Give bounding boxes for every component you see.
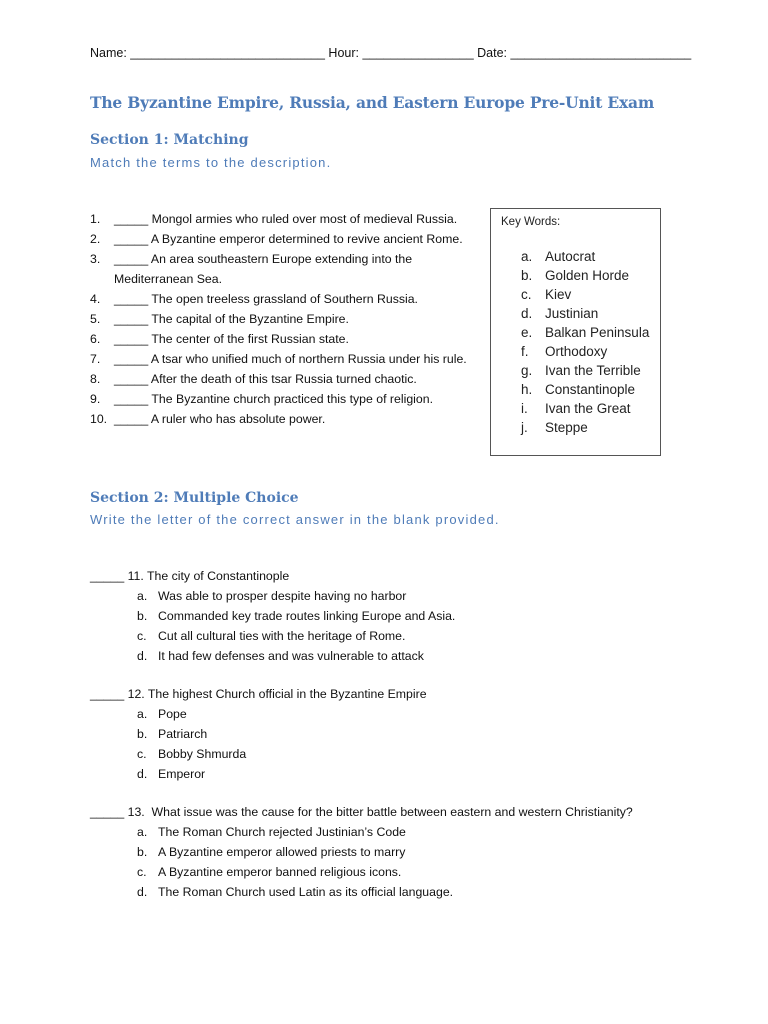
choice-text: Pope [158,707,187,721]
item-text: _____ An area southeastern Europe extending into the Mediterranean Sea. [114,252,413,286]
choice-letter: c. [137,865,147,879]
item-text: _____ Mongol armies who ruled over most of medieval Russia. [114,212,458,226]
item-number: 8. [90,372,101,386]
choice-letter: a. [137,707,148,721]
choice-text: Cut all cultural ties with the heritage of Rome. [158,629,406,643]
list-item [90,349,490,369]
list-item [90,289,490,309]
choice-text: Was able to prosper despite having no harbor [158,589,407,603]
choice-letter: b. [137,845,148,859]
question-stem: _____ 12. The highest Church official in the Byzantine Empire [90,687,427,701]
question-13 [90,802,633,902]
key-words-list [521,247,649,437]
key-word-letter: g. [521,363,533,378]
item-text: _____ A ruler who has absolute power. [114,412,326,426]
list-item [90,249,490,289]
choice-text: The Roman Church used Latin as its official language. [158,885,454,899]
section2-title: Section 2: Multiple Choice [90,490,299,506]
list-item [90,389,490,409]
choice-letter: d. [137,885,148,899]
key-word-letter: f. [521,344,529,359]
choice-letter: a. [137,825,148,839]
list-item [90,309,490,329]
key-word-text: Golden Horde [545,268,630,283]
item-text: _____ The center of the first Russian state. [114,332,349,346]
key-words-box [490,208,661,456]
key-word-letter: j. [521,420,528,435]
list-item [90,229,490,249]
key-word-item [521,285,649,304]
choice-text: The Roman Church rejected Justinian’s Code [158,825,406,839]
key-word-text: Orthodoxy [545,344,608,359]
item-text: _____ After the death of this tsar Russia turned chaotic. [114,372,417,386]
item-number: 3. [90,252,101,266]
choice-text: Bobby Shmurda [158,747,247,761]
key-word-letter: c. [521,287,532,302]
item-number: 5. [90,312,101,326]
name-hour-date-line: Name: ____________________________ Hour: ________________ Date: __________________________ [90,46,692,60]
list-item [90,369,490,389]
answer-choice [90,862,633,882]
key-word-item [521,418,649,437]
item-text: _____ The capital of the Byzantine Empire. [114,312,349,326]
item-number: 9. [90,392,101,406]
matching-list [90,209,490,429]
answer-choice [90,724,427,744]
answer-choice [90,842,633,862]
key-word-text: Ivan the Great [545,401,631,416]
answer-choice [90,646,455,666]
key-word-text: Steppe [545,420,588,435]
key-word-text: Balkan Peninsula [545,325,650,340]
key-word-item [521,247,649,266]
key-word-letter: b. [521,268,533,283]
key-word-item [521,304,649,323]
answer-choice [90,704,427,724]
answer-choice [90,586,455,606]
key-word-item [521,266,649,285]
key-word-letter: e. [521,325,533,340]
key-word-letter: i. [521,401,528,416]
section1-subtitle: Match the terms to the description. [90,155,332,170]
item-text: _____ The Byzantine church practiced this type of religion. [114,392,433,406]
choice-letter: c. [137,747,147,761]
list-item [90,409,490,429]
section1-title: Section 1: Matching [90,132,249,148]
item-number: 7. [90,352,101,366]
key-word-item [521,380,649,399]
answer-choice [90,626,455,646]
choice-text: Patriarch [158,727,208,741]
item-text: _____ The open treeless grassland of Southern Russia. [114,292,418,306]
item-number: 1. [90,212,101,226]
page-title: The Byzantine Empire, Russia, and Eastern Europe Pre-Unit Exam [90,93,655,112]
item-number: 4. [90,292,101,306]
list-item [90,209,490,229]
choice-letter: b. [137,609,148,623]
choice-text: A Byzantine emperor allowed priests to marry [158,845,406,859]
key-word-text: Kiev [545,287,572,302]
item-text: _____ A Byzantine emperor determined to revive ancient Rome. [114,232,463,246]
choice-letter: d. [137,767,148,781]
choice-text: Commanded key trade routes linking Europe and Asia. [158,609,456,623]
section2-subtitle: Write the letter of the correct answer in the blank provided. [90,512,500,527]
key-word-text: Constantinople [545,382,636,397]
key-word-item [521,399,649,418]
choice-text: Emperor [158,767,206,781]
question-stem: _____ 11. The city of Constantinople [90,569,290,583]
choice-letter: a. [137,589,148,603]
key-word-text: Autocrat [545,249,596,264]
list-item [90,329,490,349]
question-11 [90,566,455,666]
answer-choice [90,822,633,842]
key-word-text: Ivan the Terrible [545,363,641,378]
key-word-letter: a. [521,249,533,264]
question-12 [90,684,427,784]
choice-text: A Byzantine emperor banned religious icons. [158,865,402,879]
answer-choice [90,882,633,902]
answer-choice [90,606,455,626]
item-number: 2. [90,232,101,246]
choice-text: It had few defenses and was vulnerable to attack [158,649,424,663]
choice-letter: b. [137,727,148,741]
key-word-letter: h. [521,382,533,397]
item-number: 10. [90,412,108,426]
key-word-item [521,361,649,380]
answer-choice [90,744,427,764]
key-word-item [521,342,649,361]
key-word-item [521,323,649,342]
question-stem: _____ 13. What issue was the cause for the bitter battle between eastern and western Christianity? [90,805,633,819]
item-number: 6. [90,332,101,346]
item-text: _____ A tsar who unified much of northern Russia under his rule. [114,352,467,366]
key-word-letter: d. [521,306,533,321]
key-words-title: Key Words: [501,216,561,228]
choice-letter: d. [137,649,148,663]
choice-letter: c. [137,629,147,643]
answer-choice [90,764,427,784]
key-word-text: Justinian [545,306,599,321]
